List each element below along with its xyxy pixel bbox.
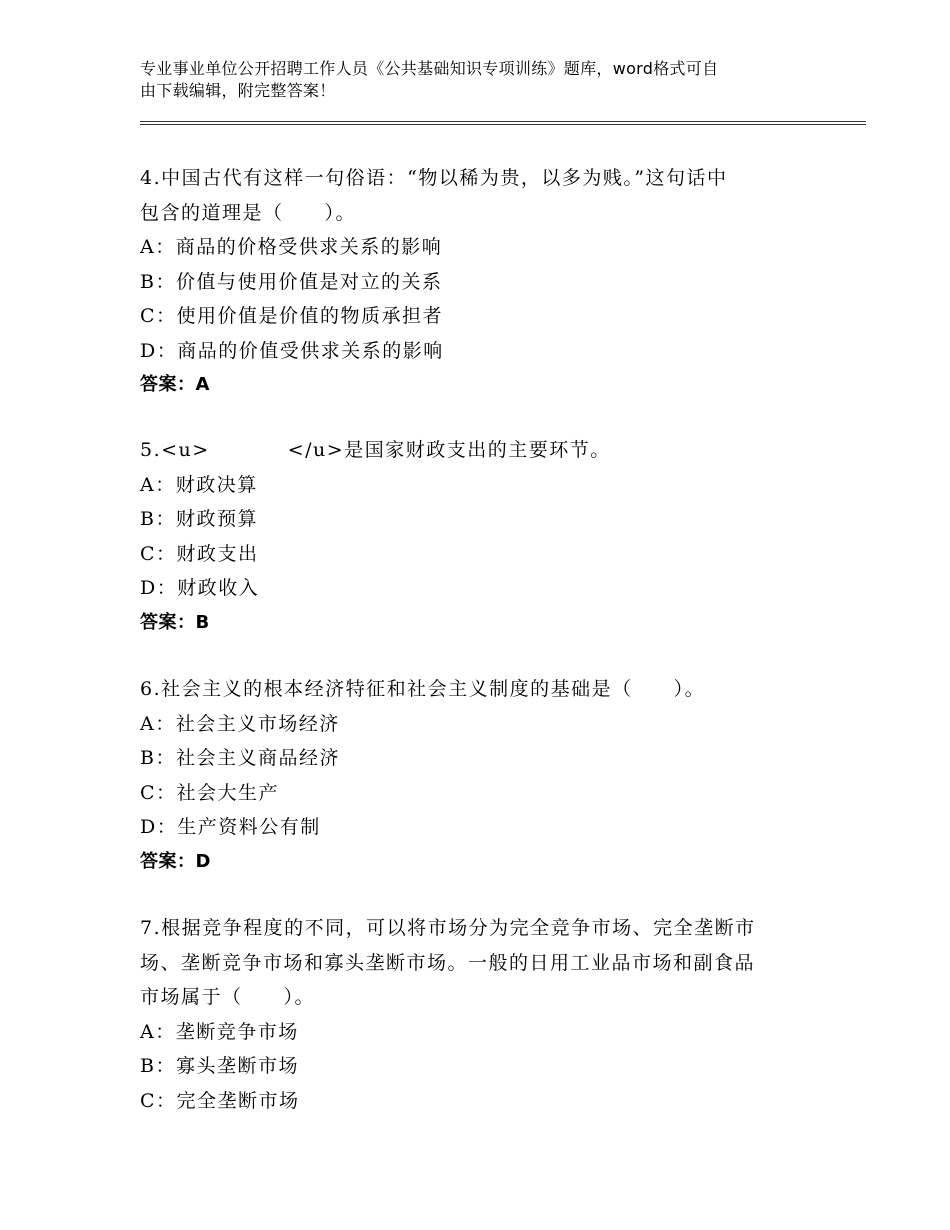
- option-d: D：生产资料公有制: [140, 816, 321, 838]
- question-stem-prefix: 5.<u>: [140, 439, 210, 461]
- option-a: A：社会主义市场经济: [140, 712, 340, 735]
- header-line-1: 专业事业单位公开招聘工作人员《公共基础知识专项训练》题库，word格式可自: [140, 59, 719, 78]
- question-7: [140, 911, 840, 1118]
- question-stem-line: 6.社会主义的根本经济特征和社会主义制度的基础是（ ）。: [140, 678, 706, 700]
- question-stem-line: [140, 433, 840, 468]
- option-c: C：财政支出: [140, 542, 259, 565]
- option-d: D：商品的价值受供求关系的影响: [140, 339, 444, 362]
- option-b: B：财政预算: [140, 508, 258, 530]
- question-stem-line: 包含的道理是（ ）。: [140, 201, 357, 224]
- option-a: A：财政决算: [140, 473, 258, 496]
- question-stem-line: 4.中国古代有这样一句俗语：“物以稀为贵，以多为贱。”这句话中: [140, 167, 728, 189]
- answer-label: 答案：D: [140, 850, 211, 872]
- question-stem-line: 场、垄断竞争市场和寡头垄断市场。一般的日用工业品市场和副食品: [140, 951, 756, 974]
- option-a: A：商品的价格受供求关系的影响: [140, 236, 443, 258]
- option-c: C：使用价值是价值的物质承担者: [140, 305, 444, 327]
- question-6: [140, 672, 840, 879]
- answer-label: 答案：B: [140, 611, 210, 633]
- document-header: [140, 58, 820, 102]
- option-d: D：财政收入: [140, 577, 260, 599]
- question-stem-suffix: </u>是国家财政支出的主要环节。: [287, 439, 611, 461]
- option-a: A：垄断竞争市场: [140, 1020, 299, 1043]
- option-b: B：社会主义商品经济: [140, 747, 340, 769]
- option-b: B：寡头垄断市场: [140, 1055, 299, 1077]
- question-stem-line: 市场属于（ ）。: [140, 986, 316, 1008]
- option-c: C：完全垄断市场: [140, 1089, 300, 1112]
- header-divider-top: [140, 121, 866, 122]
- question-5: [140, 433, 840, 640]
- question-4: [140, 161, 840, 403]
- question-stem-line: 7.根据竞争程度的不同，可以将市场分为完全竞争市场、完全垄断市: [140, 917, 756, 939]
- option-b: B：价值与使用价值是对立的关系: [140, 270, 443, 293]
- header-divider-bottom: [140, 124, 866, 125]
- header-line-2: 由下载编辑，附完整答案！: [140, 81, 336, 100]
- option-c: C：社会大生产: [140, 781, 280, 804]
- answer-label: 答案：A: [140, 374, 210, 395]
